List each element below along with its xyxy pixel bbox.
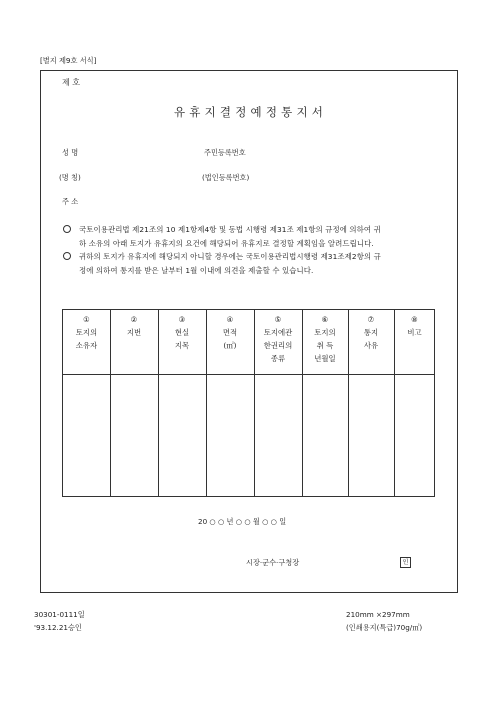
corp-name-label: (명 칭): [59, 173, 81, 182]
column-label-line: 종류: [270, 354, 286, 363]
column-number: ⑦: [367, 315, 375, 324]
issuer-label: 시장·군수·구청장: [246, 558, 300, 567]
column-label-line: 현실: [174, 328, 190, 337]
column-label-line: 비고: [407, 328, 422, 337]
form-number: [별지 제9호 서식]: [40, 56, 97, 65]
document-title: 유휴지결정예정통지서: [174, 105, 328, 119]
table-header-cell: [63, 313, 110, 373]
name-label: 성 명: [62, 148, 79, 157]
column-label-line: 사유: [363, 341, 379, 350]
column-number: ④: [226, 315, 234, 324]
table-header-cell: [110, 313, 158, 373]
address-label: 주 소: [62, 197, 79, 206]
column-label-line: 지번: [126, 328, 142, 337]
table-header-cell: [158, 313, 206, 373]
column-number: ②: [130, 315, 138, 324]
table-header-cell: [394, 313, 435, 373]
column-number: ③: [178, 315, 186, 324]
bullet-circle-icon: [63, 225, 71, 233]
footer-code: 30301-0111일: [34, 610, 85, 619]
column-label-line: 년월일: [314, 354, 336, 363]
table-header-divider: [63, 374, 434, 375]
column-number: ⑧: [411, 315, 418, 324]
table-header-cell: [302, 313, 348, 373]
notice-1-line-2: 하 소유의 아래 토지가 유휴지의 요건에 해당되어 유휴지로 결정할 계획임을 알려드립니다.: [79, 239, 374, 248]
date-line: 20 ○ ○ 년 ○ ○ 월 ○ ○ 일: [198, 517, 287, 526]
land-table: [62, 309, 435, 497]
table-header-cell: [254, 313, 302, 373]
footer-approved: '93.12.21승인: [34, 623, 82, 632]
column-label-line: 통지: [363, 328, 379, 337]
footer-paper-type: (인쇄용지(특급)70g/㎡): [346, 623, 423, 632]
column-label-line: 취 득: [316, 341, 334, 350]
column-label-line: 토지의: [314, 328, 336, 337]
column-label-line: 소유자: [75, 341, 98, 350]
notice-2-line-1: 귀하의 토지가 유휴지에 해당되지 아니할 경우에는 국토이용관리법시행령 제31조제2항의 규: [79, 252, 381, 261]
column-label-line: 토지의: [75, 328, 98, 337]
document-number-label: 제 호: [62, 78, 80, 87]
resident-id-label: 주민등록번호: [204, 148, 246, 157]
notice-1-line-1: 국토이용관리법 제21조의 10 제1항제4항 및 동법 시행령 제31조 제1항의 규정에 의하여 귀: [79, 225, 381, 234]
column-label-line: (㎡): [223, 341, 237, 350]
column-label-line: 토지에관: [263, 328, 293, 337]
bullet-circle-icon: [63, 252, 71, 260]
column-label-line: 한권리의: [263, 341, 293, 350]
column-number: ①: [83, 315, 90, 324]
notice-2-line-2: 정에 의하여 통지를 받은 날부터 1월 이내에 의견을 제출할 수 있습니다.: [79, 266, 314, 275]
column-label-line: 면적: [222, 328, 238, 337]
corp-id-label: (법인등록번호): [202, 173, 250, 182]
column-number: ⑤: [274, 315, 282, 324]
footer-paper-size: 210mm ×297mm: [346, 610, 410, 619]
column-label-line: 지목: [174, 341, 190, 350]
column-number: ⑥: [321, 315, 329, 324]
table-header-cell: [348, 313, 394, 373]
table-header-cell: [206, 313, 254, 373]
seal-icon: 인: [400, 557, 411, 568]
